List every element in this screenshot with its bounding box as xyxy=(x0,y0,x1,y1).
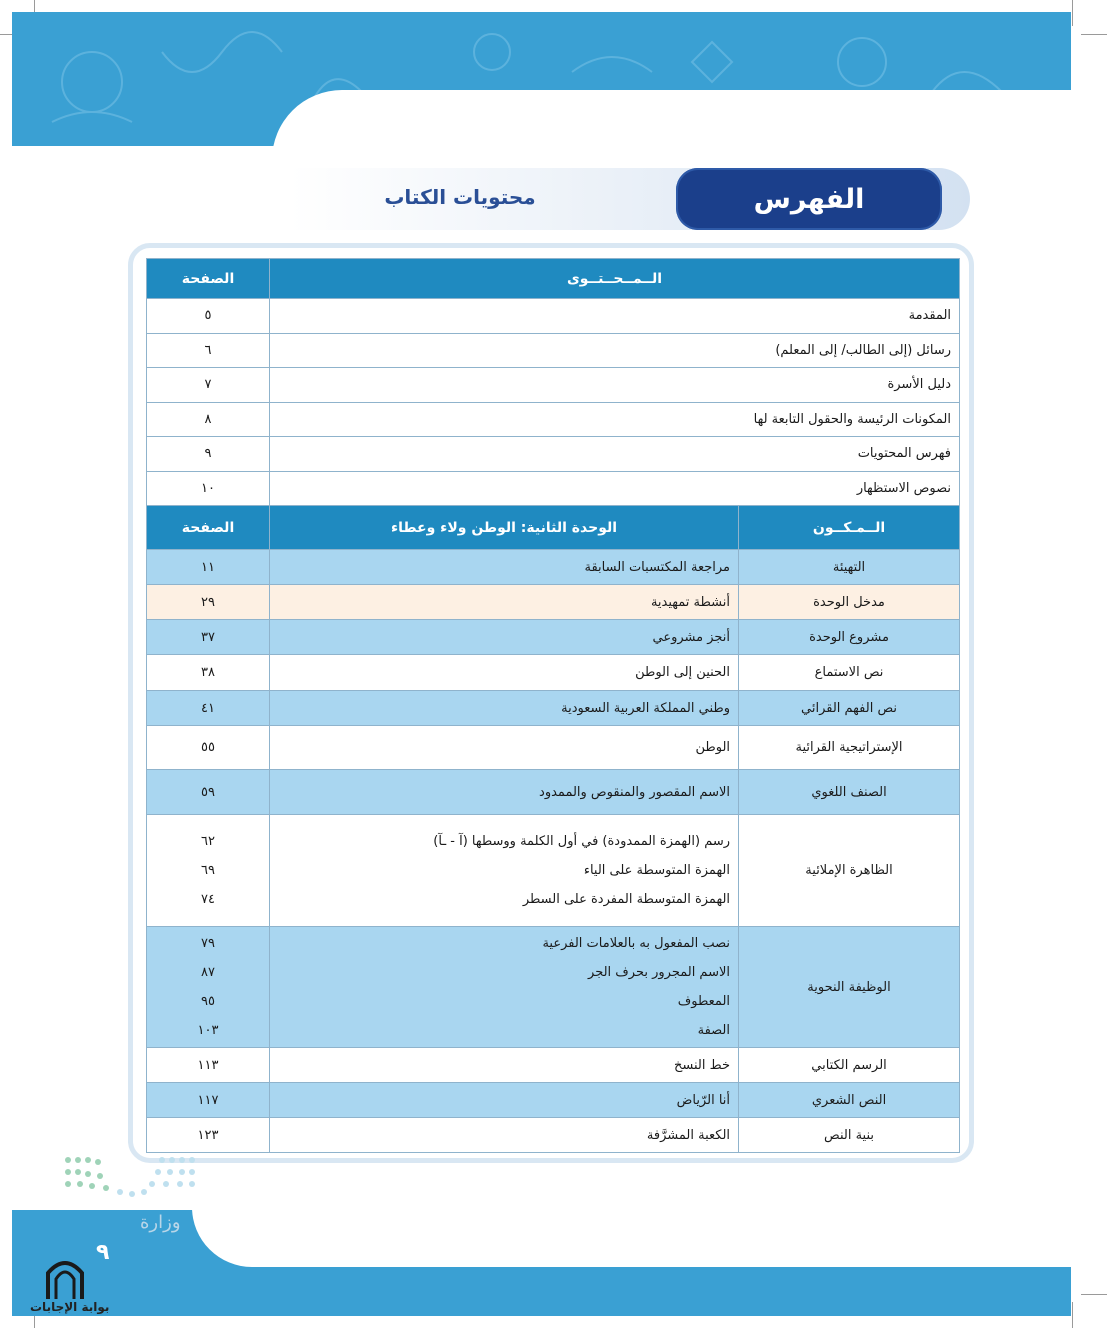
intro-row xyxy=(147,471,960,506)
component-cell: الصنف اللغوي xyxy=(739,770,960,815)
lesson-cell xyxy=(270,620,739,655)
unit-row xyxy=(147,1118,960,1153)
page-cell xyxy=(147,620,270,655)
page-cell xyxy=(147,1083,270,1118)
page-item: ١١ xyxy=(201,559,215,575)
unit-row xyxy=(147,815,960,927)
column-header-page: الصفحة xyxy=(147,259,270,299)
lesson-item: رسم (الهمزة الممدودة) في أول الكلمة ووسطها (آ - ـآ) xyxy=(433,834,731,849)
intro-page-cell: ٨ xyxy=(147,402,270,437)
component-cell: نص الاستماع xyxy=(739,655,960,691)
lesson-item: الوطن xyxy=(695,740,731,755)
page-item: ١٢٣ xyxy=(197,1127,219,1143)
column-header-content: الــمــحــتــوى xyxy=(270,259,960,299)
unit-row xyxy=(147,927,960,1048)
page-cell xyxy=(147,927,270,1048)
intro-content-cell: نصوص الاستظهار xyxy=(270,471,960,506)
header-subtitle: محتويات الكتاب xyxy=(384,185,536,209)
intro-row xyxy=(147,402,960,437)
intro-row xyxy=(147,333,960,368)
page-cell xyxy=(147,815,270,927)
unit-row xyxy=(147,691,960,726)
component-cell: الوظيفة النحوية xyxy=(739,927,960,1048)
lesson-item: الهمزة المتوسطة المفردة على السطر xyxy=(522,892,731,907)
lesson-item: الاسم المقصور والمنقوص والممدود xyxy=(539,784,731,800)
lesson-cell xyxy=(270,550,739,585)
page-cell xyxy=(147,550,270,585)
unit-header-row xyxy=(147,506,960,550)
lesson-item: الحنين إلى الوطن xyxy=(635,665,731,680)
intro-content-cell: المقدمة xyxy=(270,299,960,334)
page-item: ٦٩ xyxy=(201,863,215,878)
band-cutout xyxy=(272,90,1071,146)
page-item: ٨٧ xyxy=(201,965,215,980)
column-header-unit: الوحدة الثانية: الوطن ولاء وعطاء xyxy=(270,506,739,550)
page-cell xyxy=(147,1048,270,1083)
component-cell: الرسم الكتابي xyxy=(739,1048,960,1083)
intro-page-cell: ٥ xyxy=(147,299,270,334)
crop-mark xyxy=(1072,0,1073,26)
intro-row xyxy=(147,368,960,403)
crop-mark xyxy=(1081,1294,1107,1295)
lesson-cell xyxy=(270,726,739,770)
page-item: ١١٧ xyxy=(197,1092,219,1108)
lesson-cell xyxy=(270,1048,739,1083)
lesson-item: نصب المفعول به بالعلامات الفرعية xyxy=(542,936,731,951)
unit-row xyxy=(147,770,960,815)
component-cell: بنية النص xyxy=(739,1118,960,1153)
lesson-cell xyxy=(270,655,739,691)
lesson-cell xyxy=(270,585,739,620)
intro-content-cell: دليل الأسرة xyxy=(270,368,960,403)
lesson-item: مراجعة المكتسبات السابقة xyxy=(584,559,731,575)
watermark-text: بوابة الإجابات xyxy=(30,1300,110,1314)
lesson-item: أنجز مشروعي xyxy=(652,629,731,645)
component-cell: النص الشعري xyxy=(739,1083,960,1118)
intro-page-cell: ٧ xyxy=(147,368,270,403)
unit-row xyxy=(147,585,960,620)
intro-content-cell: فهرس المحتويات xyxy=(270,437,960,472)
lesson-cell xyxy=(270,1083,739,1118)
component-cell: الإستراتيجية القرائية xyxy=(739,726,960,770)
unit-row xyxy=(147,655,960,691)
intro-row xyxy=(147,299,960,334)
page-item: ١٠٣ xyxy=(197,1023,219,1038)
page-item: ٥٥ xyxy=(201,740,215,755)
page-item: ٦٢ xyxy=(201,834,215,849)
intro-content-cell: رسائل (إلى الطالب/ إلى المعلم) xyxy=(270,333,960,368)
page-cell xyxy=(147,691,270,726)
page-item: ٧٩ xyxy=(201,936,215,951)
page-cell xyxy=(147,655,270,691)
component-cell: نص الفهم القرائي xyxy=(739,691,960,726)
page-item: ٣٧ xyxy=(201,629,215,645)
page-item: ٣٨ xyxy=(201,665,215,680)
intro-page-cell: ٦ xyxy=(147,333,270,368)
page-item: ١١٣ xyxy=(197,1057,219,1073)
lesson-item: أنا الرّياض xyxy=(676,1092,731,1108)
lesson-item: المعطوف xyxy=(677,994,731,1009)
component-cell: مشروع الوحدة xyxy=(739,620,960,655)
crop-mark xyxy=(1072,1302,1073,1328)
lesson-cell xyxy=(270,770,739,815)
page-cell xyxy=(147,1118,270,1153)
unit-row xyxy=(147,550,960,585)
toc-body xyxy=(147,259,960,1153)
ministry-name: وزارة xyxy=(140,1212,181,1233)
component-cell: الظاهرة الإملائية xyxy=(739,815,960,927)
page-item: ٩٥ xyxy=(201,994,215,1009)
column-header-page: الصفحة xyxy=(147,506,270,550)
top-decorative-band xyxy=(12,12,1071,146)
unit-row xyxy=(147,726,960,770)
crop-mark xyxy=(1081,34,1107,35)
page-number: ٩ xyxy=(96,1240,110,1265)
component-cell: مدخل الوحدة xyxy=(739,585,960,620)
lesson-cell xyxy=(270,691,739,726)
column-header-component: الــمـكــون xyxy=(739,506,960,550)
lesson-item: الاسم المجرور بحرف الجر xyxy=(588,965,731,980)
header-title: الفهرس xyxy=(676,168,942,230)
lesson-cell xyxy=(270,1118,739,1153)
unit-row xyxy=(147,1083,960,1118)
lesson-cell xyxy=(270,927,739,1048)
intro-row xyxy=(147,437,960,472)
lesson-item: وطني المملكة العربية السعودية xyxy=(561,700,731,716)
page-item: ٢٩ xyxy=(201,594,215,610)
intro-page-cell: ١٠ xyxy=(147,471,270,506)
lesson-item: أنشطة تمهيدية xyxy=(650,594,731,610)
table-header-row xyxy=(147,259,960,299)
lesson-cell xyxy=(270,815,739,927)
lesson-item: الكعبة المشرَّفة xyxy=(646,1127,731,1143)
gate-icon xyxy=(44,1255,86,1301)
unit-row xyxy=(147,620,960,655)
table-of-contents xyxy=(146,258,960,1153)
page-item: ٧٤ xyxy=(201,892,215,907)
page-item: ٤١ xyxy=(201,700,215,716)
page-cell xyxy=(147,726,270,770)
lesson-item: الصفة xyxy=(697,1023,731,1038)
component-cell: التهيئة xyxy=(739,550,960,585)
unit-row xyxy=(147,1048,960,1083)
page-item: ٥٩ xyxy=(201,784,215,800)
intro-content-cell: المكونات الرئيسة والحقول التابعة لها xyxy=(270,402,960,437)
page-cell xyxy=(147,770,270,815)
band-cutout xyxy=(192,1210,1071,1267)
lesson-item: الهمزة المتوسطة على الياء xyxy=(583,863,731,878)
lesson-item: خط النسخ xyxy=(674,1057,731,1073)
intro-page-cell: ٩ xyxy=(147,437,270,472)
page-cell xyxy=(147,585,270,620)
